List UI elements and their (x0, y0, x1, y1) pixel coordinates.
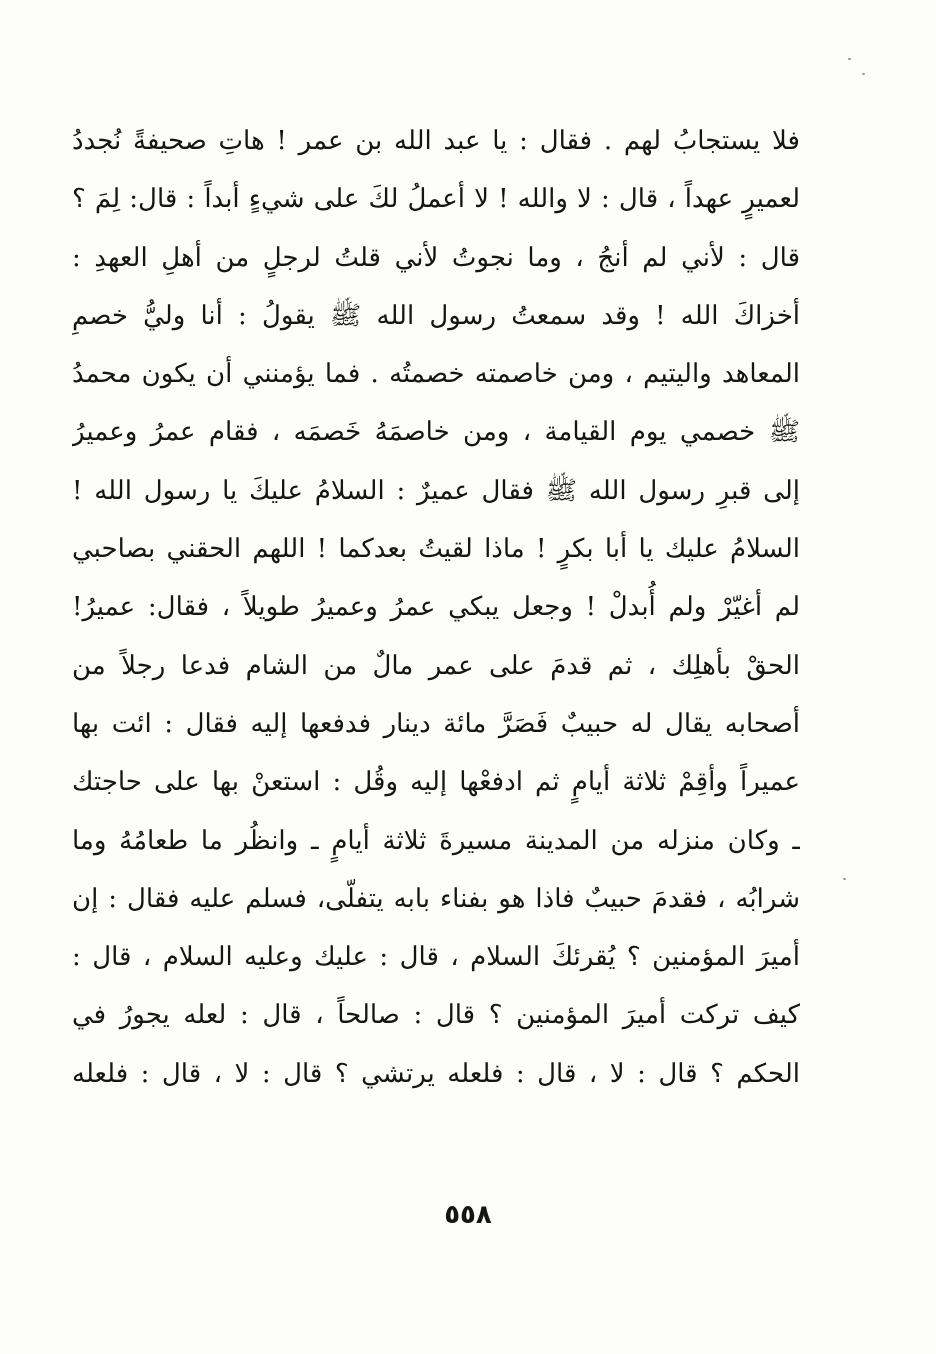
text-line: لعميرٍ عهداً ، قال : لا والله ! لا أعملُ لكَ على شيءٍ أبداً : قال: لِمَ ؟ (72, 184, 800, 215)
page-number: ٥٥٨ (444, 1200, 492, 1230)
text-line: الحكم ؟ قال : لا ، قال : فلعله يرتشي ؟ قال : لا ، قال : فلعله (72, 1058, 800, 1089)
text-line: فلا يستجابُ لهم . فقال : يا عبد الله بن عمر ! هاتِ صحيفةً نُجددُ (72, 126, 800, 156)
text-line: لم أغيّرْ ولم أُبدلْ ! وجعل يبكي عمرُ وعميرُ طويلاً ، فقال: عميرُ! (72, 592, 800, 623)
text-line: عميراً وأقِمْ ثلاثة أيامٍ ثم ادفعْها إليه وقُل : استعنْ بها على حاجتك (72, 767, 800, 798)
text-line: الحقْ بأهلِك ، ثم قدمَ على عمر مالٌ من الشام فدعا رجلاً من (72, 650, 800, 681)
text-line: أصحابه يقال له حبيبٌ فَصَرَّ مائة دينار فدفعها إليه فقال : ائت بها (72, 708, 800, 739)
text-line: المعاهد واليتيم ، ومن خاصمته خصمتُه . فما يؤمنني أن يكون محمدُ (72, 359, 800, 390)
text-line: أميرَ المؤمنين ؟ يُقرئكَ السلام ، قال : عليك وعليه السلام ، قال : (72, 942, 800, 973)
text-line: إلى قبرِ رسول الله ﷺ فقال عميرٌ : السلامُ عليكَ يا رسول الله ! (72, 475, 800, 506)
text-line: ﷺ خصمي يوم القيامة ، ومن خاصمَهُ خَصمَه ، فقام عمرُ وعميرُ (72, 417, 800, 448)
scan-speck (862, 73, 865, 75)
text-line: كيف تركت أميرَ المؤمنين ؟ قال : صالحاً ، قال : لعله يجورُ في (72, 1000, 800, 1031)
scan-speck (848, 58, 851, 60)
text-line: ـ وكان منزله من المدينة مسيرةَ ثلاثة أيامٍ ـ وانظُر ما طعامُهُ وما (72, 825, 800, 856)
text-line: أخزاكَ الله ! وقد سمعتُ رسول الله ﷺ يقولُ : أنا وليُّ خصمِ (72, 300, 800, 331)
scan-speck (843, 878, 846, 880)
text-line: شرابُه ، فقدمَ حبيبٌ فاذا هو بفناء بابه يتفلّى، فسلم عليه فقال : إن (72, 883, 800, 914)
text-line: السلامُ عليك يا أبا بكرٍ ! ماذا لقيتُ بعدكما ! اللهم الحقني بصاحبي (72, 534, 800, 565)
body-text (72, 112, 800, 1103)
text-line: قال : لأني لم أنجُ ، وما نجوتُ لأني قلتُ لرجلٍ من أهلِ العهدِ : (72, 242, 800, 273)
